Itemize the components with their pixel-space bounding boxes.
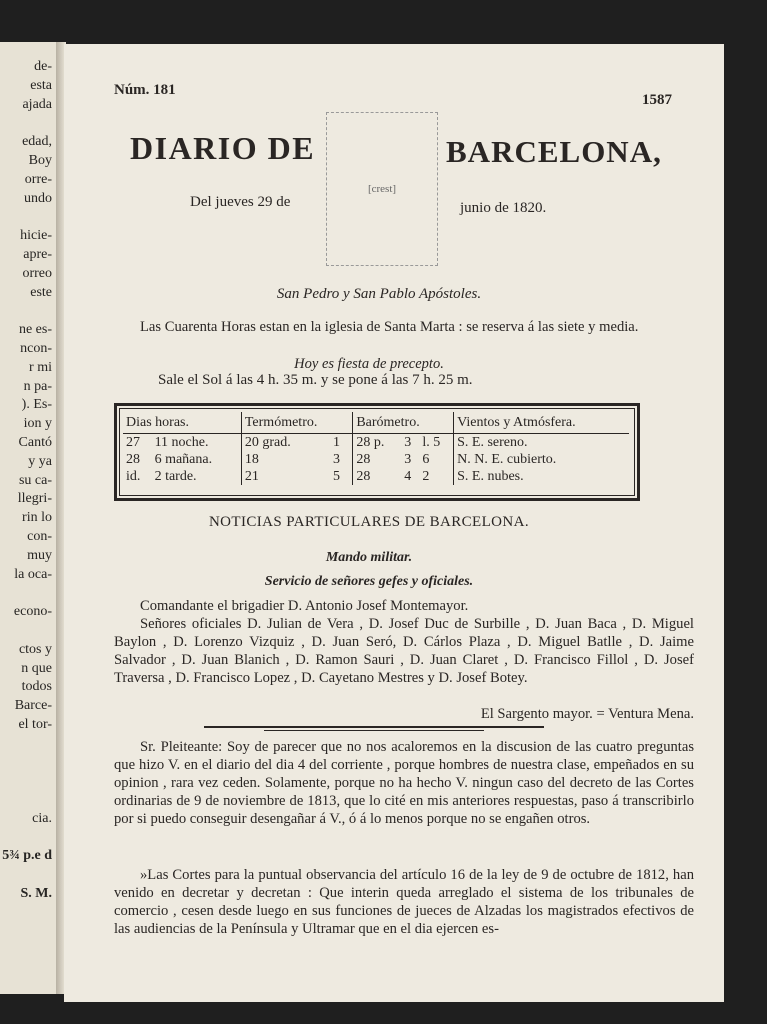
sergeant-line: El Sargento mayor. = Ventura Mena. [480, 706, 694, 722]
previous-page-line: de- [34, 59, 52, 74]
commander-line: Comandante el brigadier D. Antonio Josef Montemayor. [140, 598, 469, 614]
previous-page-line: llegri- [17, 491, 52, 507]
previous-page-line: 5¾ p.e d [2, 848, 52, 864]
previous-page-line: ). Es- [21, 397, 52, 413]
col-days-hours: Dias horas. [123, 412, 241, 434]
date-right: junio de 1820. [460, 200, 547, 216]
previous-page-line: todos [21, 679, 52, 695]
previous-page-line [0, 866, 52, 885]
weather-cell-hour: 11 noche. [154, 435, 209, 450]
previous-page-line: ctos y [18, 641, 52, 657]
weather-cell-baro: 28 p. [353, 434, 401, 452]
divider-rule-thin [264, 730, 484, 731]
sunrise-sunset: Sale el Sol á las 4 h. 35 m. y se pone á las 7 h. 25 m. [158, 372, 473, 388]
col-barometer: Barómetro. [353, 412, 454, 434]
previous-page-line [0, 791, 52, 810]
previous-page-line [0, 114, 52, 133]
weather-cell-wind: S. E. sereno. [454, 434, 629, 452]
previous-page-line: la oca- [14, 566, 52, 582]
previous-page-line: este [30, 284, 52, 300]
previous-page-line: su ca- [18, 472, 52, 488]
previous-page-line [0, 208, 52, 227]
previous-page-line: econo- [13, 604, 52, 620]
weather-cell-baro-frac: l. 5 [422, 435, 441, 450]
page-number: 1587 [642, 92, 672, 108]
date-left: Del jueves 29 de [190, 194, 291, 210]
previous-page-line: orre- [24, 171, 52, 187]
previous-page-line [0, 302, 52, 321]
previous-page-line: ion y [23, 416, 52, 432]
weather-cell-baro-frac: 2 [422, 469, 430, 484]
weather-row [123, 468, 629, 485]
masthead-title-right: BARCELONA, [446, 134, 662, 169]
weather-cell-baro-l: 4 [404, 469, 412, 484]
previous-page-line: Boy [28, 152, 52, 168]
divider-rule [204, 726, 544, 728]
previous-page-line [0, 622, 52, 641]
col-winds: Vientos y Atmósfera. [454, 412, 629, 434]
weather-cell-temp: 20 grad. [241, 434, 330, 452]
weather-cell-temp-frac: 5 [332, 469, 340, 484]
section-title: NOTICIAS PARTICULARES DE BARCELONA. [208, 514, 530, 530]
previous-page-line: n que [21, 660, 52, 676]
weather-cell-hour: 6 mañana. [154, 452, 213, 467]
previous-page-line: con- [27, 528, 52, 544]
weather-cell-wind: S. E. nubes. [454, 468, 629, 485]
weather-cell-day: id. [126, 469, 141, 484]
previous-page-line: rin lo [22, 510, 52, 526]
previous-page-line: edad, [22, 134, 52, 150]
previous-page-line: Barce- [14, 698, 52, 714]
weather-cell-hour: 2 tarde. [154, 469, 197, 484]
weather-cell-wind: N. N. E. cubierto. [454, 451, 629, 468]
issue-number: Núm. 181 [114, 82, 176, 98]
previous-page-line: esta [30, 77, 52, 93]
weather-cell-baro: 28 [353, 468, 401, 485]
previous-page-text [0, 58, 52, 904]
letter-paragraph-1: Sr. Pleiteante: Soy de parecer que no nos acaloremos en la discusion de las cuatro preguntas que hizo V. en el diario del dia 4 del corriente , porque hombres de nuestra clase, empeñados en su opinion , rara vez ceden. Solamente, porque no ha hecho V. ningun caso del decreto de las Cortes ordinarias de 9 de noviembre de 1813, que lo cité en mis anteriores respuestas, paso á transcribirlo por si puedo conseguir desengañar á V., ó á lo menos porque no se engañen otros. [114, 739, 694, 827]
masthead-title-left: DIARIO DE [130, 130, 316, 166]
holiday-notice: Hoy es fiesta de precepto. [294, 356, 444, 372]
weather-cell-temp-frac: 1 [332, 435, 340, 450]
previous-page-line: n pa- [23, 378, 52, 394]
weather-cell-day: 27 [126, 435, 140, 450]
weather-row [123, 451, 629, 468]
previous-page-line: undo [24, 190, 52, 206]
weather-cell-baro: 28 [353, 451, 401, 468]
weather-row [123, 434, 629, 452]
forty-hours-notice: Las Cuarenta Horas estan en la iglesia de Santa Marta : se reserva á las siete y media. [140, 319, 639, 335]
newspaper-page [64, 44, 724, 1002]
weather-cell-temp: 18 [241, 451, 330, 468]
previous-page-line: orreo [22, 265, 52, 281]
previous-page-line: ajada [22, 96, 52, 112]
previous-page-line: r mi [29, 359, 52, 375]
previous-page-line [0, 584, 52, 603]
previous-page-line: S. M. [20, 886, 52, 902]
previous-page-line: Cantó [18, 434, 52, 450]
previous-page-line: ne es- [18, 322, 52, 338]
weather-cell-baro-frac: 6 [422, 452, 430, 467]
previous-page-line: y ya [28, 453, 52, 469]
previous-page-line [0, 753, 52, 772]
previous-page-line [0, 772, 52, 791]
weather-cell-temp-frac: 3 [332, 452, 340, 467]
previous-page-line [0, 829, 52, 848]
previous-page-line: apre- [23, 246, 52, 262]
weather-cell-baro-l: 3 [404, 452, 412, 467]
weather-cell-day: 28 [126, 452, 140, 467]
weather-table [114, 403, 640, 501]
weather-cell-baro-l: 3 [404, 435, 412, 450]
previous-page-line [0, 735, 52, 754]
letter-paragraph-2: »Las Cortes para la puntual observancia del artículo 16 de la ley de 9 de octubre de 1812, han venido en decretar y decretan : Que interin queda arreglado el sistema de los tribunales de comercio , cesen desde luego en sus funciones de jueces de Alzadas los magistrados efectivos de las audiencias de la Península y Ultramar que en el dia ejercen es- [114, 867, 694, 937]
col-thermometer: Termómetro. [241, 412, 352, 434]
saints-of-day: San Pedro y San Pablo Apóstoles. [276, 286, 482, 302]
weather-cell-temp: 21 [241, 468, 330, 485]
previous-page-line: ncon- [20, 340, 52, 356]
previous-page-line: hicie- [20, 228, 52, 244]
previous-page-line: el tor- [18, 716, 52, 732]
previous-page-line: muy [27, 547, 52, 563]
officers-list: Señores oficiales D. Julian de Vera , D. Josef Duc de Surbille , D. Juan Baca , D. Miguel Baylon , D. Lorenzo Vizquiz , D. Juan Seró, D. Cárlos Plaza , D. Miguel Batlle , D. Jaime Salvador , D. Juan Blanich , D. Ramon Sauri , D. Juan Claret , D. Francisco Fillol , D. Josef Traversa , D. Francisco Lopez , D. Cayetano Mestres y D. Josef Botey. [114, 616, 694, 686]
barcelona-coat-of-arms-icon: [crest] [326, 112, 438, 266]
subsection-military: Mando militar. [325, 550, 413, 565]
subsection-officers-service: Servicio de señores gefes y oficiales. [264, 574, 474, 589]
previous-page-line: cia. [32, 810, 52, 826]
